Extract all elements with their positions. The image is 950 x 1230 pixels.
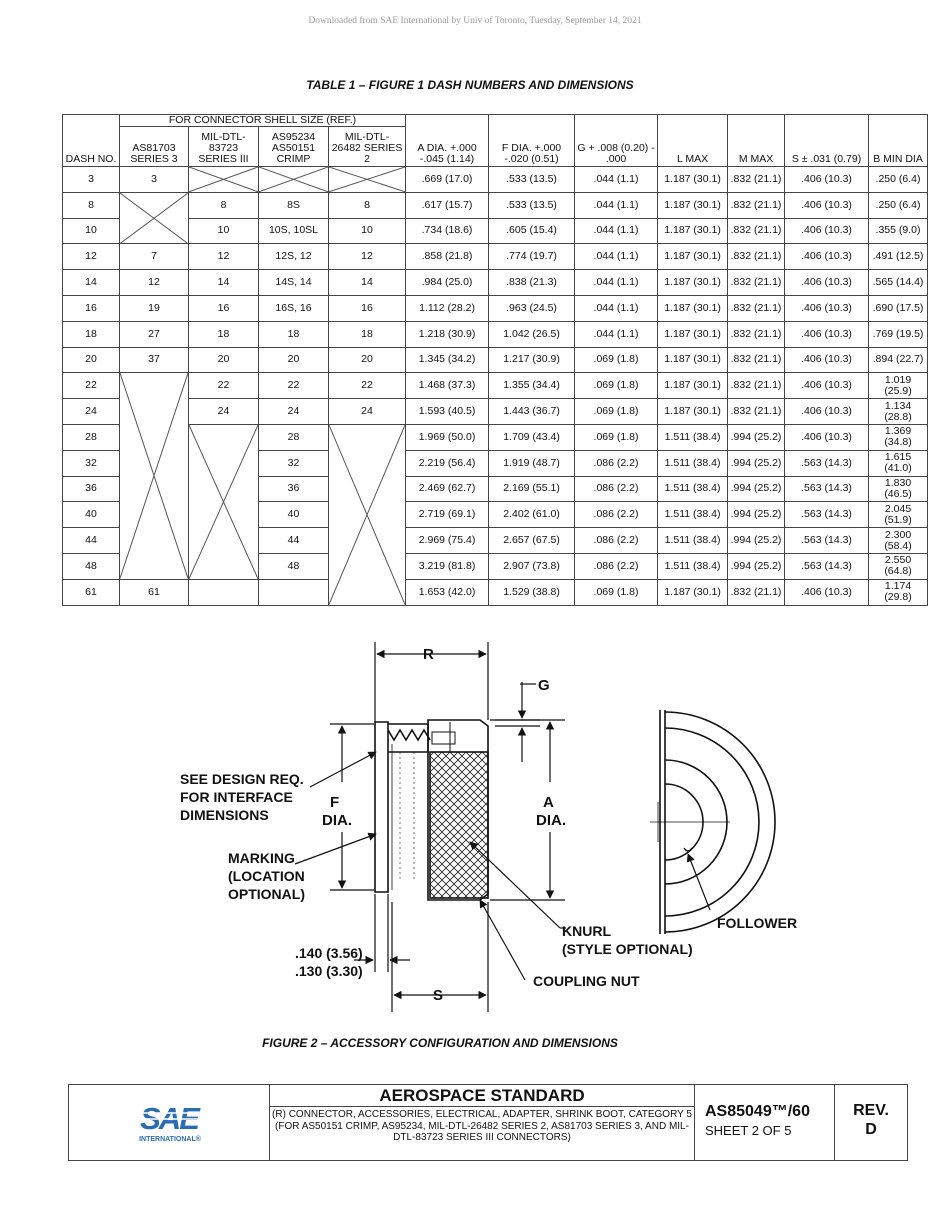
cell-m: .832 (21.1) — [728, 244, 785, 270]
cell-m: .832 (21.1) — [728, 270, 785, 296]
cell-f: 1.709 (43.4) — [489, 424, 575, 450]
header-m: M MAX — [728, 115, 785, 167]
table-row — [63, 347, 928, 373]
table-row — [63, 373, 928, 399]
cell-as95234: 14S, 14 — [259, 270, 329, 296]
cell-mil83723: 10 — [189, 218, 259, 244]
cell-mil26482: 14 — [329, 270, 406, 296]
cell-b: .355 (9.0) — [869, 218, 928, 244]
figure-accessory-configuration — [170, 632, 820, 1022]
crossed-cell-mil83723 — [189, 167, 259, 193]
cell-a: .858 (21.8) — [406, 244, 489, 270]
cell-b: .690 (17.5) — [869, 295, 928, 321]
cell-dash: 28 — [63, 424, 120, 450]
cell-g: .069 (1.8) — [575, 373, 658, 399]
cell-f: .533 (13.5) — [489, 192, 575, 218]
cell-g: .044 (1.1) — [575, 218, 658, 244]
cell-mil83723: 20 — [189, 347, 259, 373]
cell-f: 1.529 (38.8) — [489, 579, 575, 605]
cell-mil26482: 18 — [329, 321, 406, 347]
cell-as95234: 40 — [259, 502, 329, 528]
cell-as95234: 44 — [259, 528, 329, 554]
cell-l: 1.187 (30.1) — [658, 167, 728, 193]
cell-dash: 10 — [63, 218, 120, 244]
cell-mil83723: 18 — [189, 321, 259, 347]
cell-f: 1.217 (30.9) — [489, 347, 575, 373]
cell-s: .563 (14.3) — [785, 476, 869, 502]
cell-f: 1.443 (36.7) — [489, 399, 575, 425]
cell-as95234: 28 — [259, 424, 329, 450]
cell-m: .994 (25.2) — [728, 476, 785, 502]
label-f-dia: DIA. — [322, 812, 352, 829]
dim-130: .130 (3.30) — [295, 963, 363, 979]
cell-as81703: 3 — [120, 167, 189, 193]
header-as81703: AS81703 SERIES 3 — [120, 127, 189, 167]
title-block — [68, 1084, 908, 1161]
cell-f: 1.355 (34.4) — [489, 373, 575, 399]
logo-sub: INTERNATIONAL® — [139, 1135, 201, 1143]
document-id — [695, 1085, 835, 1160]
header-dash: DASH NO. — [63, 115, 120, 167]
cell-a: 1.218 (30.9) — [406, 321, 489, 347]
cell-b: .250 (6.4) — [869, 167, 928, 193]
sae-logo — [69, 1085, 270, 1160]
header-f: F DIA. +.000 -.020 (0.51) — [489, 115, 575, 167]
cell-m: .994 (25.2) — [728, 502, 785, 528]
cell-g: .044 (1.1) — [575, 270, 658, 296]
cell-f: .963 (24.5) — [489, 295, 575, 321]
header-mil26482: MIL-DTL- 26482 SERIES 2 — [329, 127, 406, 167]
cell-a: 2.719 (69.1) — [406, 502, 489, 528]
cell-f: 2.657 (67.5) — [489, 528, 575, 554]
title-center — [270, 1085, 695, 1160]
cell-mil83723: 12 — [189, 244, 259, 270]
cell-a: 1.112 (28.2) — [406, 295, 489, 321]
cell-s: .406 (10.3) — [785, 424, 869, 450]
cell-s: .406 (10.3) — [785, 347, 869, 373]
cell-mil26482: 8 — [329, 192, 406, 218]
cell-a: .734 (18.6) — [406, 218, 489, 244]
cell-b: .769 (19.5) — [869, 321, 928, 347]
cell-dash: 3 — [63, 167, 120, 193]
cell-mil83723: 24 — [189, 399, 259, 425]
cell-as95234: 48 — [259, 553, 329, 579]
cell-as81703: 19 — [120, 295, 189, 321]
see-design-line-1: SEE DESIGN REQ. — [180, 771, 304, 787]
header-b: B MIN DIA — [869, 115, 928, 167]
cell-l: 1.187 (30.1) — [658, 321, 728, 347]
header-g: G + .008 (0.20) - .000 — [575, 115, 658, 167]
cell-as95234 — [259, 579, 329, 605]
cell-b: .491 (12.5) — [869, 244, 928, 270]
dim-140: .140 (3.56) — [295, 945, 363, 961]
cell-as81703: 37 — [120, 347, 189, 373]
cell-mil83723: 22 — [189, 373, 259, 399]
cell-as95234: 18 — [259, 321, 329, 347]
cell-a: 1.593 (40.5) — [406, 399, 489, 425]
cell-s: .563 (14.3) — [785, 450, 869, 476]
cell-m: .994 (25.2) — [728, 424, 785, 450]
cell-dash: 20 — [63, 347, 120, 373]
cell-as95234: 32 — [259, 450, 329, 476]
cell-b: .894 (22.7) — [869, 347, 928, 373]
cell-l: 1.187 (30.1) — [658, 244, 728, 270]
cell-s: .406 (10.3) — [785, 244, 869, 270]
cell-dash: 14 — [63, 270, 120, 296]
cell-s: .406 (10.3) — [785, 399, 869, 425]
cell-b: 1.174 (29.8) — [869, 579, 928, 605]
cell-a: 1.969 (50.0) — [406, 424, 489, 450]
cell-mil26482: 16 — [329, 295, 406, 321]
cell-s: .563 (14.3) — [785, 553, 869, 579]
cell-as95234: 22 — [259, 373, 329, 399]
label-a-dia: DIA. — [536, 812, 566, 829]
table-body — [63, 167, 928, 606]
cell-f: 2.169 (55.1) — [489, 476, 575, 502]
cell-f: .533 (13.5) — [489, 167, 575, 193]
table-row — [63, 295, 928, 321]
cell-f: .774 (19.7) — [489, 244, 575, 270]
table-row — [63, 192, 928, 218]
header-l: L MAX — [658, 115, 728, 167]
revision-value: D — [865, 1121, 877, 1138]
label-g: G — [538, 677, 550, 694]
knurl-line-2: (STYLE OPTIONAL) — [562, 941, 693, 957]
label-a: A — [543, 794, 554, 811]
cell-f: 2.402 (61.0) — [489, 502, 575, 528]
cell-s: .406 (10.3) — [785, 295, 869, 321]
cell-f: 1.042 (26.5) — [489, 321, 575, 347]
follower-end-view — [650, 710, 775, 934]
cell-l: 1.187 (30.1) — [658, 373, 728, 399]
cell-s: .406 (10.3) — [785, 321, 869, 347]
follower-label: FOLLOWER — [717, 915, 798, 931]
header-group-shell-size: FOR CONNECTOR SHELL SIZE (REF.) — [120, 115, 406, 127]
knurl-line-1: KNURL — [562, 923, 611, 939]
cell-a: 1.653 (42.0) — [406, 579, 489, 605]
cell-m: .832 (21.1) — [728, 373, 785, 399]
cell-s: .406 (10.3) — [785, 167, 869, 193]
cell-as81703: 27 — [120, 321, 189, 347]
cell-mil26482: 22 — [329, 373, 406, 399]
table-row — [63, 424, 928, 450]
cell-as81703: 61 — [120, 579, 189, 605]
table-row — [63, 579, 928, 605]
table-caption: TABLE 1 – FIGURE 1 DASH NUMBERS AND DIMENSIONS — [306, 78, 634, 92]
cell-dash: 16 — [63, 295, 120, 321]
table-row — [63, 321, 928, 347]
table-row — [63, 167, 928, 193]
cell-dash: 12 — [63, 244, 120, 270]
cell-mil26482: 24 — [329, 399, 406, 425]
table-row — [63, 399, 928, 425]
crossed-cell-mil26482 — [329, 167, 406, 193]
cell-dash: 36 — [63, 476, 120, 502]
crossed-cell-mil26482 — [329, 424, 406, 605]
cell-dash: 22 — [63, 373, 120, 399]
cell-m: .832 (21.1) — [728, 192, 785, 218]
header-as95234: AS95234 AS50151 CRIMP — [259, 127, 329, 167]
crossed-cell-as95234 — [259, 167, 329, 193]
cell-m: .832 (21.1) — [728, 167, 785, 193]
cell-m: .832 (21.1) — [728, 579, 785, 605]
cell-b: .250 (6.4) — [869, 192, 928, 218]
revision-label: REV. — [853, 1102, 889, 1119]
dimensions-table — [62, 114, 928, 606]
cell-b: 1.615 (41.0) — [869, 450, 928, 476]
cell-b: 1.369 (34.8) — [869, 424, 928, 450]
logo-text: SAE — [140, 1100, 198, 1136]
cell-g: .086 (2.2) — [575, 553, 658, 579]
cell-dash: 8 — [63, 192, 120, 218]
cell-mil83723: 16 — [189, 295, 259, 321]
cell-a: 1.345 (34.2) — [406, 347, 489, 373]
cell-dash: 40 — [63, 502, 120, 528]
cell-b: 1.830 (46.5) — [869, 476, 928, 502]
cell-as95234: 12S, 12 — [259, 244, 329, 270]
cell-g: .086 (2.2) — [575, 476, 658, 502]
cell-l: 1.187 (30.1) — [658, 270, 728, 296]
cell-s: .406 (10.3) — [785, 373, 869, 399]
marking-line-1: MARKING — [228, 850, 295, 866]
cell-s: .563 (14.3) — [785, 528, 869, 554]
cell-a: 3.219 (81.8) — [406, 553, 489, 579]
cell-dash: 24 — [63, 399, 120, 425]
cell-g: .044 (1.1) — [575, 192, 658, 218]
cell-dash: 18 — [63, 321, 120, 347]
cell-mil26482: 12 — [329, 244, 406, 270]
cell-s: .563 (14.3) — [785, 502, 869, 528]
label-f: F — [330, 794, 340, 811]
cell-f: 2.907 (73.8) — [489, 553, 575, 579]
cell-dash: 44 — [63, 528, 120, 554]
standard-title: AEROSPACE STANDARD — [270, 1085, 694, 1107]
cell-l: 1.187 (30.1) — [658, 192, 728, 218]
document-number: AS85049™/60 — [705, 1103, 810, 1120]
table-row — [63, 244, 928, 270]
cell-l: 1.187 (30.1) — [658, 579, 728, 605]
cell-l: 1.511 (38.4) — [658, 424, 728, 450]
coupling-nut-label: COUPLING NUT — [533, 973, 640, 989]
cell-g: .044 (1.1) — [575, 167, 658, 193]
cell-m: .994 (25.2) — [728, 450, 785, 476]
cell-dash: 48 — [63, 553, 120, 579]
cell-a: 1.468 (37.3) — [406, 373, 489, 399]
cell-dash: 61 — [63, 579, 120, 605]
accessory-drawing — [170, 632, 820, 1022]
cell-m: .832 (21.1) — [728, 321, 785, 347]
cell-f: .605 (15.4) — [489, 218, 575, 244]
cell-as95234: 16S, 16 — [259, 295, 329, 321]
sheet-number: SHEET 2 OF 5 — [705, 1123, 792, 1138]
cell-l: 1.511 (38.4) — [658, 528, 728, 554]
cell-mil26482: 20 — [329, 347, 406, 373]
header-s: S ± .031 (0.79) — [785, 115, 869, 167]
crossed-cell-as81703 — [120, 373, 189, 579]
cell-s: .406 (10.3) — [785, 270, 869, 296]
cell-a: 2.969 (75.4) — [406, 528, 489, 554]
download-note: Downloaded from SAE International by Univ of Toronto, Tuesday, September 14, 2021 — [308, 16, 642, 26]
cell-g: .069 (1.8) — [575, 399, 658, 425]
cell-a: .617 (15.7) — [406, 192, 489, 218]
cell-g: .086 (2.2) — [575, 450, 658, 476]
cell-m: .832 (21.1) — [728, 295, 785, 321]
cell-as81703: 12 — [120, 270, 189, 296]
cell-as95234: 10S, 10SL — [259, 218, 329, 244]
cell-mil26482: 10 — [329, 218, 406, 244]
cell-s: .406 (10.3) — [785, 218, 869, 244]
cell-l: 1.187 (30.1) — [658, 295, 728, 321]
cell-b: .565 (14.4) — [869, 270, 928, 296]
cell-m: .994 (25.2) — [728, 528, 785, 554]
crossed-cell-as81703 — [120, 192, 189, 244]
cell-a: 2.469 (62.7) — [406, 476, 489, 502]
cell-m: .832 (21.1) — [728, 347, 785, 373]
cell-s: .406 (10.3) — [785, 579, 869, 605]
label-s: S — [433, 987, 444, 1004]
cell-as95234: 24 — [259, 399, 329, 425]
sae-logo-icon — [124, 1099, 214, 1147]
revision — [835, 1085, 907, 1160]
table-row — [63, 270, 928, 296]
cell-l: 1.187 (30.1) — [658, 218, 728, 244]
cell-m: .832 (21.1) — [728, 399, 785, 425]
cell-f: .838 (21.3) — [489, 270, 575, 296]
cell-b: 1.019 (25.9) — [869, 373, 928, 399]
cell-a: .669 (17.0) — [406, 167, 489, 193]
see-design-line-3: DIMENSIONS — [180, 807, 269, 823]
cell-as95234: 20 — [259, 347, 329, 373]
cell-b: 1.134 (28.8) — [869, 399, 928, 425]
cell-as95234: 36 — [259, 476, 329, 502]
coupling-nut-drawing — [375, 720, 488, 900]
cell-l: 1.511 (38.4) — [658, 476, 728, 502]
cell-f: 1.919 (48.7) — [489, 450, 575, 476]
cell-as81703: 7 — [120, 244, 189, 270]
cell-mil83723 — [189, 579, 259, 605]
standard-description: (R) CONNECTOR, ACCESSORIES, ELECTRICAL, ADAPTER, SHRINK BOOT, CATEGORY 5 (FOR AS50151 CRIMP, AS95234, MIL-DTL-26482 SERIES 2, AS81703 SERIES 3, AND MIL-DTL-83723 SERIES III CONNECTORS) — [272, 1109, 692, 1143]
cell-dash: 32 — [63, 450, 120, 476]
cell-l: 1.511 (38.4) — [658, 553, 728, 579]
cell-l: 1.187 (30.1) — [658, 347, 728, 373]
see-design-line-2: FOR INTERFACE — [180, 789, 293, 805]
cell-g: .044 (1.1) — [575, 321, 658, 347]
cell-m: .832 (21.1) — [728, 218, 785, 244]
label-r: R — [423, 646, 434, 663]
cell-b: 2.300 (58.4) — [869, 528, 928, 554]
cell-g: .086 (2.2) — [575, 502, 658, 528]
cell-l: 1.187 (30.1) — [658, 399, 728, 425]
cell-mil83723: 8 — [189, 192, 259, 218]
figure-caption: FIGURE 2 – ACCESSORY CONFIGURATION AND DIMENSIONS — [262, 1036, 618, 1050]
cell-l: 1.511 (38.4) — [658, 502, 728, 528]
cell-b: 2.045 (51.9) — [869, 502, 928, 528]
marking-line-2: (LOCATION — [228, 868, 305, 884]
cell-m: .994 (25.2) — [728, 553, 785, 579]
cell-g: .069 (1.8) — [575, 579, 658, 605]
cell-g: .044 (1.1) — [575, 244, 658, 270]
cell-as95234: 8S — [259, 192, 329, 218]
cell-l: 1.511 (38.4) — [658, 450, 728, 476]
marking-line-3: OPTIONAL) — [228, 886, 305, 902]
cell-g: .069 (1.8) — [575, 424, 658, 450]
cell-a: .984 (25.0) — [406, 270, 489, 296]
table-row — [63, 218, 928, 244]
cell-g: .086 (2.2) — [575, 528, 658, 554]
header-a: A DIA. +.000 -.045 (1.14) — [406, 115, 489, 167]
cell-s: .406 (10.3) — [785, 192, 869, 218]
cell-g: .044 (1.1) — [575, 295, 658, 321]
cell-g: .069 (1.8) — [575, 347, 658, 373]
cell-a: 2.219 (56.4) — [406, 450, 489, 476]
cell-mil83723: 14 — [189, 270, 259, 296]
cell-b: 2.550 (64.8) — [869, 553, 928, 579]
header-mil83723: MIL-DTL- 83723 SERIES III — [189, 127, 259, 167]
crossed-cell-mil83723 — [189, 424, 259, 579]
